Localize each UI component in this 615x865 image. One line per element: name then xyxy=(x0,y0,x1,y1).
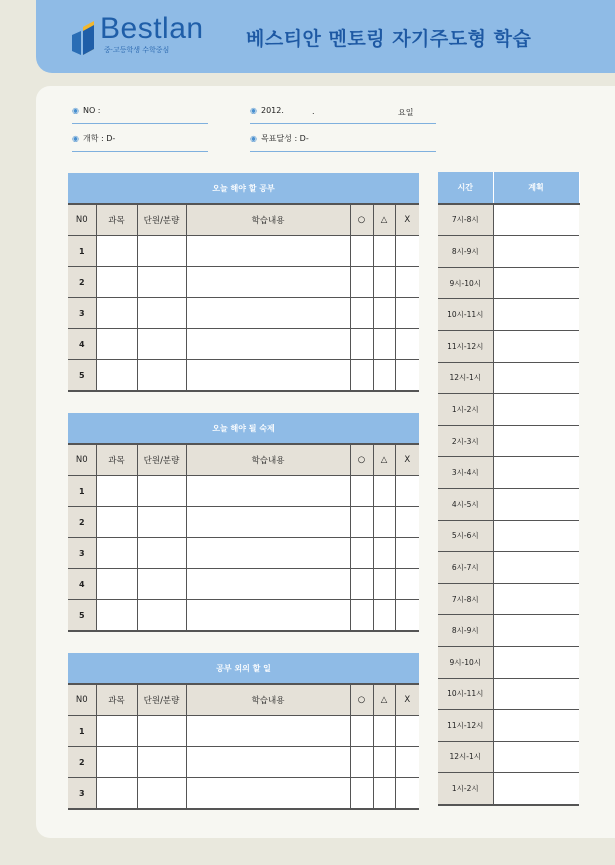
cell-x[interactable] xyxy=(395,538,419,569)
cell-x[interactable] xyxy=(395,236,419,267)
schedule-row xyxy=(438,204,579,236)
time-slot: 1시-2시 xyxy=(438,773,493,805)
cell-x[interactable] xyxy=(395,298,419,329)
cell-unit[interactable] xyxy=(137,747,186,778)
cell-o[interactable] xyxy=(350,747,373,778)
cell-tri[interactable] xyxy=(373,569,395,600)
time-slot: 11시-12시 xyxy=(438,710,493,742)
cell-o[interactable] xyxy=(350,267,373,298)
time-slot: 10시-11시 xyxy=(438,299,493,331)
bullet-icon: ◉ xyxy=(250,106,257,115)
time-slot: 9시-10시 xyxy=(438,646,493,678)
time-slot: 7시-8시 xyxy=(438,204,493,236)
plan-cell[interactable] xyxy=(493,710,579,742)
column-header-no: N0 xyxy=(68,684,96,716)
schedule-row xyxy=(438,678,579,710)
cell-subject[interactable] xyxy=(96,236,137,267)
schedule-row xyxy=(438,520,579,552)
section-title: 공부 외의 할 일 xyxy=(68,653,419,684)
cell-o[interactable] xyxy=(350,569,373,600)
schedule-row xyxy=(438,615,579,647)
row-number: 5 xyxy=(68,360,96,392)
column-header-x: X xyxy=(395,444,419,476)
schedule-time-header: 시간 xyxy=(438,172,493,204)
table-row xyxy=(68,716,419,747)
column-header-subject: 과목 xyxy=(96,444,137,476)
cell-o[interactable] xyxy=(350,476,373,507)
cell-subject[interactable] xyxy=(96,538,137,569)
time-slot: 9시-10시 xyxy=(438,267,493,299)
bullet-icon: ◉ xyxy=(72,134,79,143)
plan-cell[interactable] xyxy=(493,204,579,236)
table-row xyxy=(68,360,419,392)
plan-cell[interactable] xyxy=(493,267,579,299)
cell-o[interactable] xyxy=(350,236,373,267)
column-header-subject: 과목 xyxy=(96,204,137,236)
schedule-row xyxy=(438,646,579,678)
cell-subject[interactable] xyxy=(96,267,137,298)
cell-tri[interactable] xyxy=(373,329,395,360)
cell-tri[interactable] xyxy=(373,538,395,569)
column-header-tri: △ xyxy=(373,684,395,716)
cell-o[interactable] xyxy=(350,329,373,360)
cell-content[interactable] xyxy=(186,507,350,538)
cell-unit[interactable] xyxy=(137,716,186,747)
cell-unit[interactable] xyxy=(137,236,186,267)
plan-cell[interactable] xyxy=(493,583,579,615)
cell-unit[interactable] xyxy=(137,778,186,810)
cell-x[interactable] xyxy=(395,747,419,778)
cell-tri[interactable] xyxy=(373,267,395,298)
column-header-unit: 단원/분량 xyxy=(137,444,186,476)
cell-content[interactable] xyxy=(186,267,350,298)
cell-o[interactable] xyxy=(350,778,373,810)
cell-subject[interactable] xyxy=(96,476,137,507)
time-slot: 7시-8시 xyxy=(438,583,493,615)
cell-x[interactable] xyxy=(395,569,419,600)
cell-unit[interactable] xyxy=(137,267,186,298)
schedule-table xyxy=(438,172,580,806)
schedule-row xyxy=(438,362,579,394)
cell-x[interactable] xyxy=(395,778,419,810)
row-number: 4 xyxy=(68,329,96,360)
page-title: 베스티안 멘토링 자기주도형 학습 xyxy=(246,28,532,50)
cell-o[interactable] xyxy=(350,360,373,392)
cell-tri[interactable] xyxy=(373,298,395,329)
column-header-o: ○ xyxy=(350,204,373,236)
plan-cell[interactable] xyxy=(493,773,579,805)
cell-subject[interactable] xyxy=(96,778,137,810)
table-row xyxy=(68,778,419,810)
cell-unit[interactable] xyxy=(137,360,186,392)
time-slot: 1시-2시 xyxy=(438,394,493,426)
column-header-content: 학습내용 xyxy=(186,444,350,476)
schedule-row xyxy=(438,394,579,426)
plan-cell[interactable] xyxy=(493,394,579,426)
logo-subtitle: 중·고등학생 수학중심 xyxy=(104,46,170,54)
cell-unit[interactable] xyxy=(137,507,186,538)
date-field[interactable]: ◉ 2012. xyxy=(250,103,436,124)
schedule-row xyxy=(438,710,579,742)
cell-tri[interactable] xyxy=(373,236,395,267)
weekday-label: 요일 xyxy=(398,108,414,117)
cell-x[interactable] xyxy=(395,360,419,392)
cell-tri[interactable] xyxy=(373,747,395,778)
cell-o[interactable] xyxy=(350,716,373,747)
cell-unit[interactable] xyxy=(137,569,186,600)
schedule-row xyxy=(438,583,579,615)
cell-subject[interactable] xyxy=(96,600,137,632)
table-row xyxy=(68,507,419,538)
time-slot: 2시-3시 xyxy=(438,425,493,457)
time-slot: 12시-1시 xyxy=(438,362,493,394)
cell-unit[interactable] xyxy=(137,329,186,360)
cell-unit[interactable] xyxy=(137,476,186,507)
row-number: 5 xyxy=(68,600,96,632)
cell-tri[interactable] xyxy=(373,507,395,538)
column-header-unit: 단원/분량 xyxy=(137,684,186,716)
cell-subject[interactable] xyxy=(96,329,137,360)
section-title: 오늘 해야 될 숙제 xyxy=(68,413,419,444)
cell-subject[interactable] xyxy=(96,569,137,600)
schedule-row xyxy=(438,267,579,299)
time-slot: 4시-5시 xyxy=(438,488,493,520)
plan-cell[interactable] xyxy=(493,646,579,678)
cell-subject[interactable] xyxy=(96,747,137,778)
row-number: 1 xyxy=(68,716,96,747)
table-row xyxy=(68,569,419,600)
time-slot: 10시-11시 xyxy=(438,678,493,710)
row-number: 3 xyxy=(68,778,96,810)
schedule-row xyxy=(438,457,579,489)
time-slot: 6시-7시 xyxy=(438,552,493,584)
cell-x[interactable] xyxy=(395,716,419,747)
column-header-x: X xyxy=(395,684,419,716)
study-table xyxy=(68,173,419,392)
cell-subject[interactable] xyxy=(96,360,137,392)
cell-tri[interactable] xyxy=(373,600,395,632)
date-separator: . xyxy=(312,107,315,116)
plan-cell[interactable] xyxy=(493,236,579,268)
column-header-o: ○ xyxy=(350,444,373,476)
cell-o[interactable] xyxy=(350,600,373,632)
cell-content[interactable] xyxy=(186,476,350,507)
column-header-no: N0 xyxy=(68,444,96,476)
time-slot: 5시-6시 xyxy=(438,520,493,552)
other-tasks-table xyxy=(68,653,419,810)
cell-unit[interactable] xyxy=(137,298,186,329)
table-row xyxy=(68,476,419,507)
cell-content[interactable] xyxy=(186,600,350,632)
column-header-x: X xyxy=(395,204,419,236)
cell-x[interactable] xyxy=(395,329,419,360)
time-slot: 3시-4시 xyxy=(438,457,493,489)
plan-cell[interactable] xyxy=(493,678,579,710)
row-number: 2 xyxy=(68,267,96,298)
schedule-row xyxy=(438,488,579,520)
plan-cell[interactable] xyxy=(493,488,579,520)
column-header-subject: 과목 xyxy=(96,684,137,716)
plan-cell[interactable] xyxy=(493,362,579,394)
column-header-o: ○ xyxy=(350,684,373,716)
table-row xyxy=(68,747,419,778)
row-number: 1 xyxy=(68,236,96,267)
column-header-tri: △ xyxy=(373,444,395,476)
no-field[interactable]: ◉ NO : xyxy=(72,103,208,124)
row-number: 2 xyxy=(68,747,96,778)
cell-x[interactable] xyxy=(395,267,419,298)
time-slot: 8시-9시 xyxy=(438,615,493,647)
cell-o[interactable] xyxy=(350,538,373,569)
plan-cell[interactable] xyxy=(493,615,579,647)
cell-content[interactable] xyxy=(186,236,350,267)
cell-o[interactable] xyxy=(350,507,373,538)
row-number: 3 xyxy=(68,538,96,569)
row-number: 1 xyxy=(68,476,96,507)
time-slot: 12시-1시 xyxy=(438,741,493,773)
table-row xyxy=(68,329,419,360)
cell-x[interactable] xyxy=(395,476,419,507)
plan-cell[interactable] xyxy=(493,330,579,362)
bullet-icon: ◉ xyxy=(250,134,257,143)
goal-dday-field[interactable]: ◉ 목표달성 : D- xyxy=(250,131,436,152)
cell-subject[interactable] xyxy=(96,298,137,329)
cell-tri[interactable] xyxy=(373,360,395,392)
cell-unit[interactable] xyxy=(137,600,186,632)
table-row xyxy=(68,236,419,267)
cell-content[interactable] xyxy=(186,778,350,810)
homework-table xyxy=(68,413,419,632)
table-row xyxy=(68,538,419,569)
column-header-content: 학습내용 xyxy=(186,684,350,716)
cell-content[interactable] xyxy=(186,360,350,392)
header-banner xyxy=(36,0,615,73)
cell-content[interactable] xyxy=(186,569,350,600)
time-slot: 8시-9시 xyxy=(438,236,493,268)
time-slot: 11시-12시 xyxy=(438,330,493,362)
column-header-tri: △ xyxy=(373,204,395,236)
bullet-icon: ◉ xyxy=(72,106,79,115)
schedule-row xyxy=(438,330,579,362)
cell-tri[interactable] xyxy=(373,476,395,507)
plan-cell[interactable] xyxy=(493,425,579,457)
cell-subject[interactable] xyxy=(96,716,137,747)
cell-o[interactable] xyxy=(350,298,373,329)
plan-cell[interactable] xyxy=(493,457,579,489)
cell-content[interactable] xyxy=(186,538,350,569)
plan-cell[interactable] xyxy=(493,741,579,773)
schedule-row xyxy=(438,773,579,805)
plan-cell[interactable] xyxy=(493,520,579,552)
cell-x[interactable] xyxy=(395,600,419,632)
schedule-row xyxy=(438,552,579,584)
section-title: 오늘 해야 할 공부 xyxy=(68,173,419,204)
plan-cell[interactable] xyxy=(493,299,579,331)
schedule-row xyxy=(438,425,579,457)
column-header-no: N0 xyxy=(68,204,96,236)
plan-cell[interactable] xyxy=(493,552,579,584)
cell-content[interactable] xyxy=(186,329,350,360)
cell-x[interactable] xyxy=(395,507,419,538)
cell-content[interactable] xyxy=(186,298,350,329)
logo-text: Bestlan xyxy=(100,12,204,45)
column-header-content: 학습내용 xyxy=(186,204,350,236)
row-number: 4 xyxy=(68,569,96,600)
cell-tri[interactable] xyxy=(373,778,395,810)
table-row xyxy=(68,600,419,632)
row-number: 2 xyxy=(68,507,96,538)
column-header-unit: 단원/분량 xyxy=(137,204,186,236)
cell-content[interactable] xyxy=(186,716,350,747)
row-number: 3 xyxy=(68,298,96,329)
logo-icon xyxy=(72,21,94,55)
cell-subject[interactable] xyxy=(96,507,137,538)
schedule-plan-header: 계획 xyxy=(493,172,579,204)
schedule-row xyxy=(438,236,579,268)
cell-content[interactable] xyxy=(186,747,350,778)
schedule-row xyxy=(438,741,579,773)
exam-dday-field[interactable]: ◉ 개학 : D- xyxy=(72,131,208,152)
table-row xyxy=(68,267,419,298)
schedule-row xyxy=(438,299,579,331)
cell-unit[interactable] xyxy=(137,538,186,569)
cell-tri[interactable] xyxy=(373,716,395,747)
table-row xyxy=(68,298,419,329)
